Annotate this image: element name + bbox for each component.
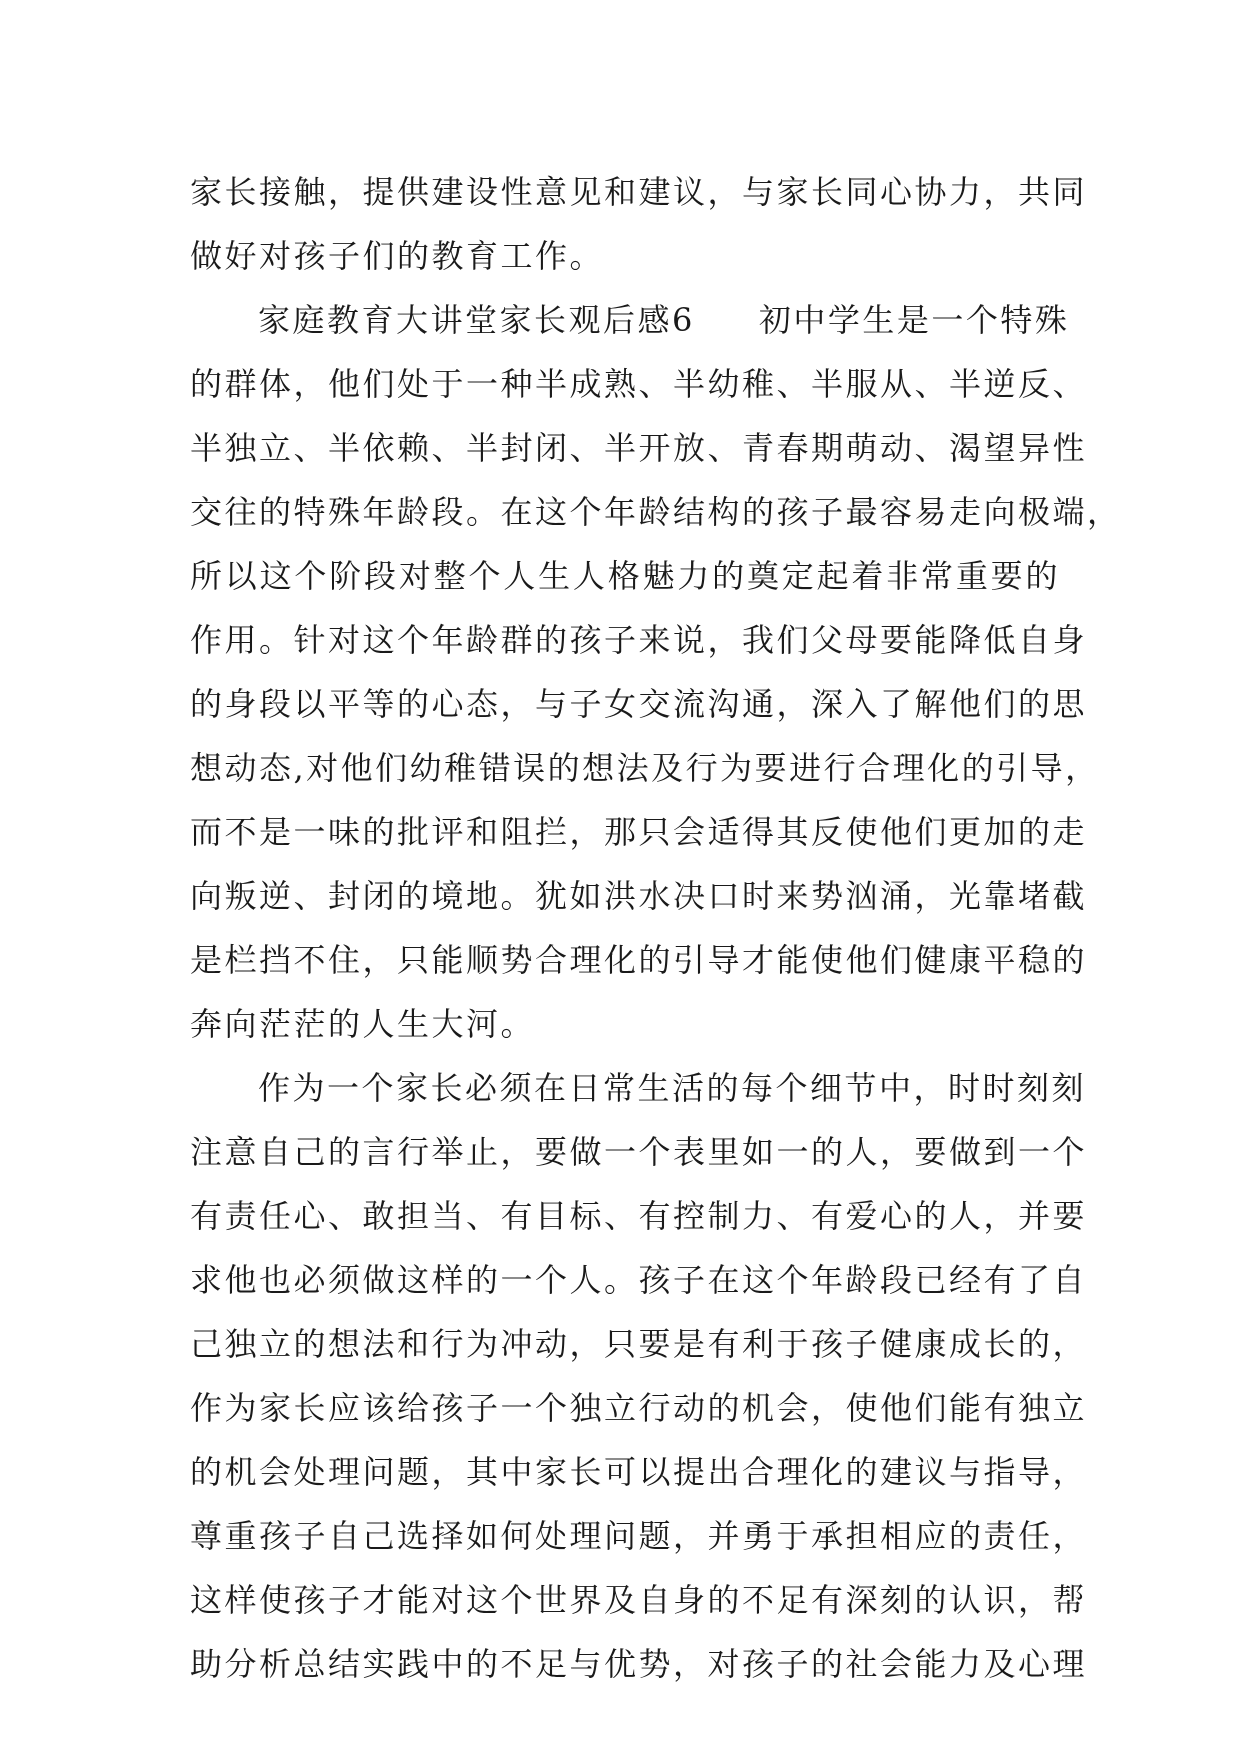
text-line: 家长接触，提供建设性意见和建议，与家长同心协力，共同	[190, 173, 1088, 211]
text-line: 注意自己的言行举止，要做一个表里如一的人，要做到一个	[190, 1133, 1088, 1171]
text-line: 是栏挡不住，只能顺势合理化的引导才能使他们健康平稳的	[190, 941, 1088, 979]
heading-line	[190, 288, 1070, 352]
text-line: 作用。针对这个年龄群的孩子来说，我们父母要能降低自身	[190, 621, 1088, 659]
text-line: 所以这个阶段对整个人生人格魅力的奠定起着非常重要的	[190, 557, 1060, 595]
text-line: 交往的特殊年龄段。在这个年龄结构的孩子最容易走向极端，	[190, 493, 1122, 531]
text-line: 求他也必须做这样的一个人。孩子在这个年龄段已经有了自	[190, 1261, 1088, 1299]
text-line: 己独立的想法和行为冲动，只要是有利于孩子健康成长的，	[190, 1325, 1088, 1363]
text-line: 有责任心、敢担当、有目标、有控制力、有爱心的人，并要	[190, 1197, 1088, 1235]
text-line: 尊重孩子自己选择如何处理问题，并勇于承担相应的责任，	[190, 1517, 1088, 1555]
text-line: 奔向茫茫的人生大河。	[190, 1005, 536, 1043]
document-body	[190, 160, 1122, 1696]
text-line: 向叛逆、封闭的境地。犹如洪水决口时来势汹涌，光靠堵截	[190, 877, 1088, 915]
text-line: 的身段以平等的心态，与子女交流沟通，深入了解他们的思	[190, 685, 1088, 723]
text-line: 作为一个家长必须在日常生活的每个细节中，时时刻刻	[258, 1069, 1087, 1107]
text-line: 的群体，他们处于一种半成熟、半幼稚、半服从、半逆反、	[190, 365, 1088, 403]
text-line: 的机会处理问题，其中家长可以提出合理化的建议与指导，	[190, 1453, 1088, 1491]
text-line: 助分析总结实践中的不足与优势，对孩子的社会能力及心理	[190, 1645, 1088, 1683]
text-line: 作为家长应该给孩子一个独立行动的机会，使他们能有独立	[190, 1389, 1088, 1427]
text-line: 而不是一味的批评和阻拦，那只会适得其反使他们更加的走	[190, 813, 1088, 851]
text-line: 想动态,对他们幼稚错误的想法及行为要进行合理化的引导，	[190, 749, 1100, 787]
section-heading: 家庭教育大讲堂家长观后感6	[258, 301, 695, 339]
text-line-start: 初中学生是一个特殊	[758, 301, 1070, 339]
text-line: 这样使孩子才能对这个世界及自身的不足有深刻的认识，帮	[190, 1581, 1088, 1619]
text-line: 半独立、半依赖、半封闭、半开放、青春期萌动、渴望异性	[190, 429, 1088, 467]
text-line: 做好对孩子们的教育工作。	[190, 237, 605, 275]
